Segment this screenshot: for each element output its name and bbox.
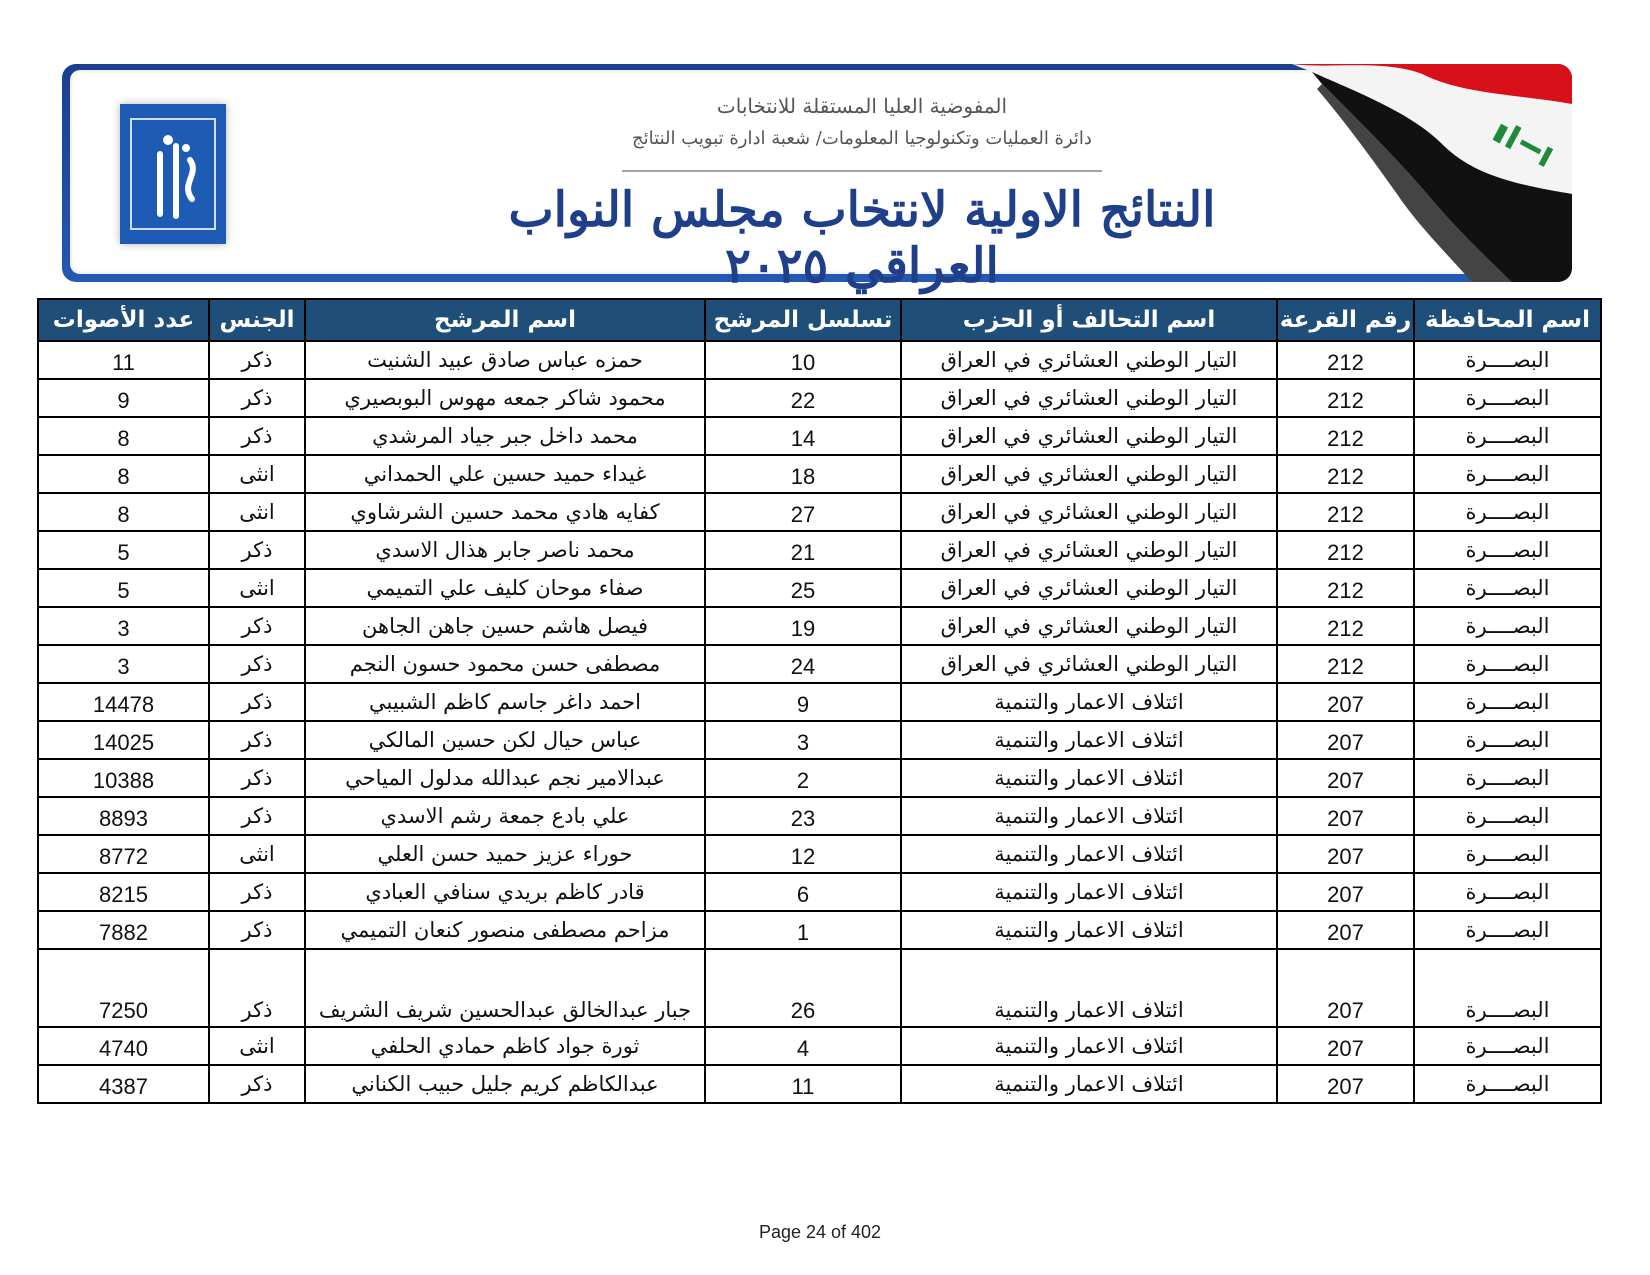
cell-candidate-seq: 1 bbox=[705, 911, 901, 949]
col-candidate-name: اسم المرشح bbox=[305, 299, 705, 341]
cell-votes: 8 bbox=[38, 417, 209, 455]
cell-gender: ذكر bbox=[209, 721, 305, 759]
cell-party: ائتلاف الاعمار والتنمية bbox=[901, 797, 1277, 835]
header-banner bbox=[62, 64, 1572, 294]
cell-candidate-seq: 26 bbox=[705, 949, 901, 1027]
page-title: النتائج الاولية لانتخاب مجلس النواب العراقي ٢٠٢٥ bbox=[508, 182, 1216, 294]
cell-party: ائتلاف الاعمار والتنمية bbox=[901, 721, 1277, 759]
cell-gender: ذكر bbox=[209, 531, 305, 569]
cell-party: التيار الوطني العشائري في العراق bbox=[901, 417, 1277, 455]
cell-party: ائتلاف الاعمار والتنمية bbox=[901, 1027, 1277, 1065]
cell-governorate: البصــــرة bbox=[1414, 759, 1601, 797]
cell-gender: ذكر bbox=[209, 417, 305, 455]
cell-party: ائتلاف الاعمار والتنمية bbox=[901, 835, 1277, 873]
cell-votes: 3 bbox=[38, 607, 209, 645]
cell-party: التيار الوطني العشائري في العراق bbox=[901, 455, 1277, 493]
cell-candidate-name: جبار عبدالخالق عبدالحسين شريف الشريف bbox=[305, 949, 705, 1027]
cell-votes: 7882 bbox=[38, 911, 209, 949]
cell-gender: ذكر bbox=[209, 873, 305, 911]
cell-lot-number: 212 bbox=[1277, 341, 1414, 379]
cell-candidate-seq: 12 bbox=[705, 835, 901, 873]
cell-candidate-name: عبدالكاظم كريم جليل حبيب الكناني bbox=[305, 1065, 705, 1103]
table-row bbox=[38, 493, 1601, 531]
col-lot-number: رقم القرعة bbox=[1277, 299, 1414, 341]
cell-gender: ذكر bbox=[209, 797, 305, 835]
cell-party: التيار الوطني العشائري في العراق bbox=[901, 379, 1277, 417]
cell-party: ائتلاف الاعمار والتنمية bbox=[901, 683, 1277, 721]
cell-gender: ذكر bbox=[209, 759, 305, 797]
cell-votes: 4740 bbox=[38, 1027, 209, 1065]
cell-party: ائتلاف الاعمار والتنمية bbox=[901, 911, 1277, 949]
iraq-flag-icon bbox=[1212, 64, 1572, 282]
cell-party: التيار الوطني العشائري في العراق bbox=[901, 531, 1277, 569]
cell-governorate: البصــــرة bbox=[1414, 873, 1601, 911]
cell-governorate: البصــــرة bbox=[1414, 455, 1601, 493]
table-row bbox=[38, 911, 1601, 949]
table-row bbox=[38, 379, 1601, 417]
cell-candidate-seq: 14 bbox=[705, 417, 901, 455]
cell-candidate-seq: 23 bbox=[705, 797, 901, 835]
cell-candidate-name: محمد داخل جبر جياد المرشدي bbox=[305, 417, 705, 455]
cell-candidate-name: محمد ناصر جابر هذال الاسدي bbox=[305, 531, 705, 569]
cell-party: ائتلاف الاعمار والتنمية bbox=[901, 1065, 1277, 1103]
cell-gender: انثى bbox=[209, 455, 305, 493]
cell-governorate: البصــــرة bbox=[1414, 493, 1601, 531]
cell-lot-number: 207 bbox=[1277, 835, 1414, 873]
cell-gender: انثى bbox=[209, 493, 305, 531]
cell-governorate: البصــــرة bbox=[1414, 949, 1601, 1027]
cell-lot-number: 212 bbox=[1277, 417, 1414, 455]
col-governorate: اسم المحافظة bbox=[1414, 299, 1601, 341]
cell-votes: 11 bbox=[38, 341, 209, 379]
cell-governorate: البصــــرة bbox=[1414, 341, 1601, 379]
cell-gender: انثى bbox=[209, 835, 305, 873]
cell-governorate: البصــــرة bbox=[1414, 835, 1601, 873]
table-row bbox=[38, 341, 1601, 379]
cell-gender: ذكر bbox=[209, 683, 305, 721]
cell-candidate-name: حوراء عزيز حميد حسن العلي bbox=[305, 835, 705, 873]
col-gender: الجنس bbox=[209, 299, 305, 341]
cell-lot-number: 207 bbox=[1277, 797, 1414, 835]
cell-lot-number: 207 bbox=[1277, 683, 1414, 721]
cell-party: التيار الوطني العشائري في العراق bbox=[901, 493, 1277, 531]
table-row bbox=[38, 607, 1601, 645]
cell-lot-number: 207 bbox=[1277, 873, 1414, 911]
cell-lot-number: 212 bbox=[1277, 645, 1414, 683]
cell-candidate-name: قادر كاظم بريدي سنافي العبادي bbox=[305, 873, 705, 911]
cell-gender: انثى bbox=[209, 1027, 305, 1065]
col-party: اسم التحالف أو الحزب bbox=[901, 299, 1277, 341]
cell-lot-number: 207 bbox=[1277, 1065, 1414, 1103]
table-row bbox=[38, 949, 1601, 1027]
ihec-logo-icon bbox=[120, 104, 226, 244]
cell-governorate: البصــــرة bbox=[1414, 1065, 1601, 1103]
cell-candidate-seq: 10 bbox=[705, 341, 901, 379]
cell-votes: 10388 bbox=[38, 759, 209, 797]
cell-gender: ذكر bbox=[209, 1065, 305, 1103]
cell-votes: 7250 bbox=[38, 949, 209, 1027]
cell-lot-number: 207 bbox=[1277, 721, 1414, 759]
cell-lot-number: 212 bbox=[1277, 531, 1414, 569]
table-row bbox=[38, 1065, 1601, 1103]
cell-votes: 3 bbox=[38, 645, 209, 683]
cell-candidate-name: محمود شاكر جمعه مهوس البوبصيري bbox=[305, 379, 705, 417]
cell-candidate-seq: 6 bbox=[705, 873, 901, 911]
cell-lot-number: 212 bbox=[1277, 493, 1414, 531]
cell-lot-number: 207 bbox=[1277, 1027, 1414, 1065]
cell-governorate: البصــــرة bbox=[1414, 607, 1601, 645]
table-row bbox=[38, 531, 1601, 569]
cell-votes: 5 bbox=[38, 569, 209, 607]
cell-gender: ذكر bbox=[209, 379, 305, 417]
cell-gender: ذكر bbox=[209, 645, 305, 683]
page-number: Page 24 of 402 bbox=[758, 1222, 882, 1242]
table-row bbox=[38, 835, 1601, 873]
cell-lot-number: 207 bbox=[1277, 759, 1414, 797]
cell-gender: ذكر bbox=[209, 341, 305, 379]
cell-candidate-name: علي بادع جمعة رشم الاسدي bbox=[305, 797, 705, 835]
cell-votes: 8772 bbox=[38, 835, 209, 873]
cell-lot-number: 212 bbox=[1277, 455, 1414, 493]
cell-governorate: البصــــرة bbox=[1414, 569, 1601, 607]
cell-candidate-seq: 25 bbox=[705, 569, 901, 607]
cell-candidate-seq: 24 bbox=[705, 645, 901, 683]
cell-governorate: البصــــرة bbox=[1414, 911, 1601, 949]
header-divider bbox=[622, 170, 1102, 172]
table-header-row bbox=[38, 299, 1601, 341]
cell-candidate-name: مصطفى حسن محمود حسون النجم bbox=[305, 645, 705, 683]
cell-governorate: البصــــرة bbox=[1414, 683, 1601, 721]
cell-governorate: البصــــرة bbox=[1414, 379, 1601, 417]
cell-votes: 8893 bbox=[38, 797, 209, 835]
cell-party: ائتلاف الاعمار والتنمية bbox=[901, 949, 1277, 1027]
cell-governorate: البصــــرة bbox=[1414, 1027, 1601, 1065]
cell-votes: 14025 bbox=[38, 721, 209, 759]
cell-candidate-name: ثورة جواد كاظم حمادي الحلفي bbox=[305, 1027, 705, 1065]
cell-candidate-name: احمد داغر جاسم كاظم الشبيبي bbox=[305, 683, 705, 721]
cell-votes: 8 bbox=[38, 493, 209, 531]
cell-candidate-seq: 19 bbox=[705, 607, 901, 645]
table-row bbox=[38, 417, 1601, 455]
cell-lot-number: 212 bbox=[1277, 379, 1414, 417]
cell-party: التيار الوطني العشائري في العراق bbox=[901, 341, 1277, 379]
org-department: دائرة العمليات وتكنولوجيا المعلومات/ شعبة ادارة تبويب النتائج bbox=[632, 128, 1092, 149]
cell-candidate-name: مزاحم مصطفى منصور كنعان التميمي bbox=[305, 911, 705, 949]
cell-party: التيار الوطني العشائري في العراق bbox=[901, 607, 1277, 645]
cell-candidate-seq: 27 bbox=[705, 493, 901, 531]
table-row bbox=[38, 569, 1601, 607]
cell-votes: 5 bbox=[38, 531, 209, 569]
cell-governorate: البصــــرة bbox=[1414, 721, 1601, 759]
cell-votes: 14478 bbox=[38, 683, 209, 721]
cell-candidate-name: كفايه هادي محمد حسين الشرشاوي bbox=[305, 493, 705, 531]
cell-governorate: البصــــرة bbox=[1414, 645, 1601, 683]
cell-gender: ذكر bbox=[209, 911, 305, 949]
cell-party: التيار الوطني العشائري في العراق bbox=[901, 645, 1277, 683]
table-row bbox=[38, 683, 1601, 721]
cell-candidate-name: غيداء حميد حسين علي الحمداني bbox=[305, 455, 705, 493]
cell-candidate-seq: 11 bbox=[705, 1065, 901, 1103]
col-candidate-seq: تسلسل المرشح bbox=[705, 299, 901, 341]
cell-gender: انثى bbox=[209, 569, 305, 607]
col-votes: عدد الأصوات bbox=[38, 299, 209, 341]
table-row bbox=[38, 759, 1601, 797]
cell-votes: 8215 bbox=[38, 873, 209, 911]
cell-votes: 9 bbox=[38, 379, 209, 417]
table-row bbox=[38, 797, 1601, 835]
cell-candidate-name: عبدالامير نجم عبدالله مدلول المياحي bbox=[305, 759, 705, 797]
cell-candidate-seq: 4 bbox=[705, 1027, 901, 1065]
cell-gender: ذكر bbox=[209, 607, 305, 645]
table-row bbox=[38, 873, 1601, 911]
cell-candidate-name: فيصل هاشم حسين جاهن الجاهن bbox=[305, 607, 705, 645]
table-row bbox=[38, 1027, 1601, 1065]
table-row bbox=[38, 721, 1601, 759]
cell-party: التيار الوطني العشائري في العراق bbox=[901, 569, 1277, 607]
cell-party: ائتلاف الاعمار والتنمية bbox=[901, 759, 1277, 797]
cell-gender: ذكر bbox=[209, 949, 305, 1027]
cell-candidate-name: حمزه عباس صادق عبيد الشنيت bbox=[305, 341, 705, 379]
cell-lot-number: 212 bbox=[1277, 607, 1414, 645]
cell-votes: 4387 bbox=[38, 1065, 209, 1103]
cell-lot-number: 207 bbox=[1277, 949, 1414, 1027]
cell-governorate: البصــــرة bbox=[1414, 417, 1601, 455]
cell-candidate-seq: 18 bbox=[705, 455, 901, 493]
cell-candidate-seq: 2 bbox=[705, 759, 901, 797]
results-table bbox=[37, 298, 1602, 1104]
cell-candidate-seq: 9 bbox=[705, 683, 901, 721]
cell-governorate: البصــــرة bbox=[1414, 531, 1601, 569]
cell-votes: 8 bbox=[38, 455, 209, 493]
cell-lot-number: 207 bbox=[1277, 911, 1414, 949]
cell-candidate-name: صفاء موحان كليف علي التميمي bbox=[305, 569, 705, 607]
cell-candidate-name: عباس حيال لكن حسين المالكي bbox=[305, 721, 705, 759]
org-name: المفوضية العليا المستقلة للانتخابات bbox=[716, 94, 1008, 118]
cell-lot-number: 212 bbox=[1277, 569, 1414, 607]
cell-candidate-seq: 21 bbox=[705, 531, 901, 569]
table-row bbox=[38, 455, 1601, 493]
table-row bbox=[38, 645, 1601, 683]
cell-governorate: البصــــرة bbox=[1414, 797, 1601, 835]
cell-candidate-seq: 3 bbox=[705, 721, 901, 759]
cell-candidate-seq: 22 bbox=[705, 379, 901, 417]
cell-party: ائتلاف الاعمار والتنمية bbox=[901, 873, 1277, 911]
